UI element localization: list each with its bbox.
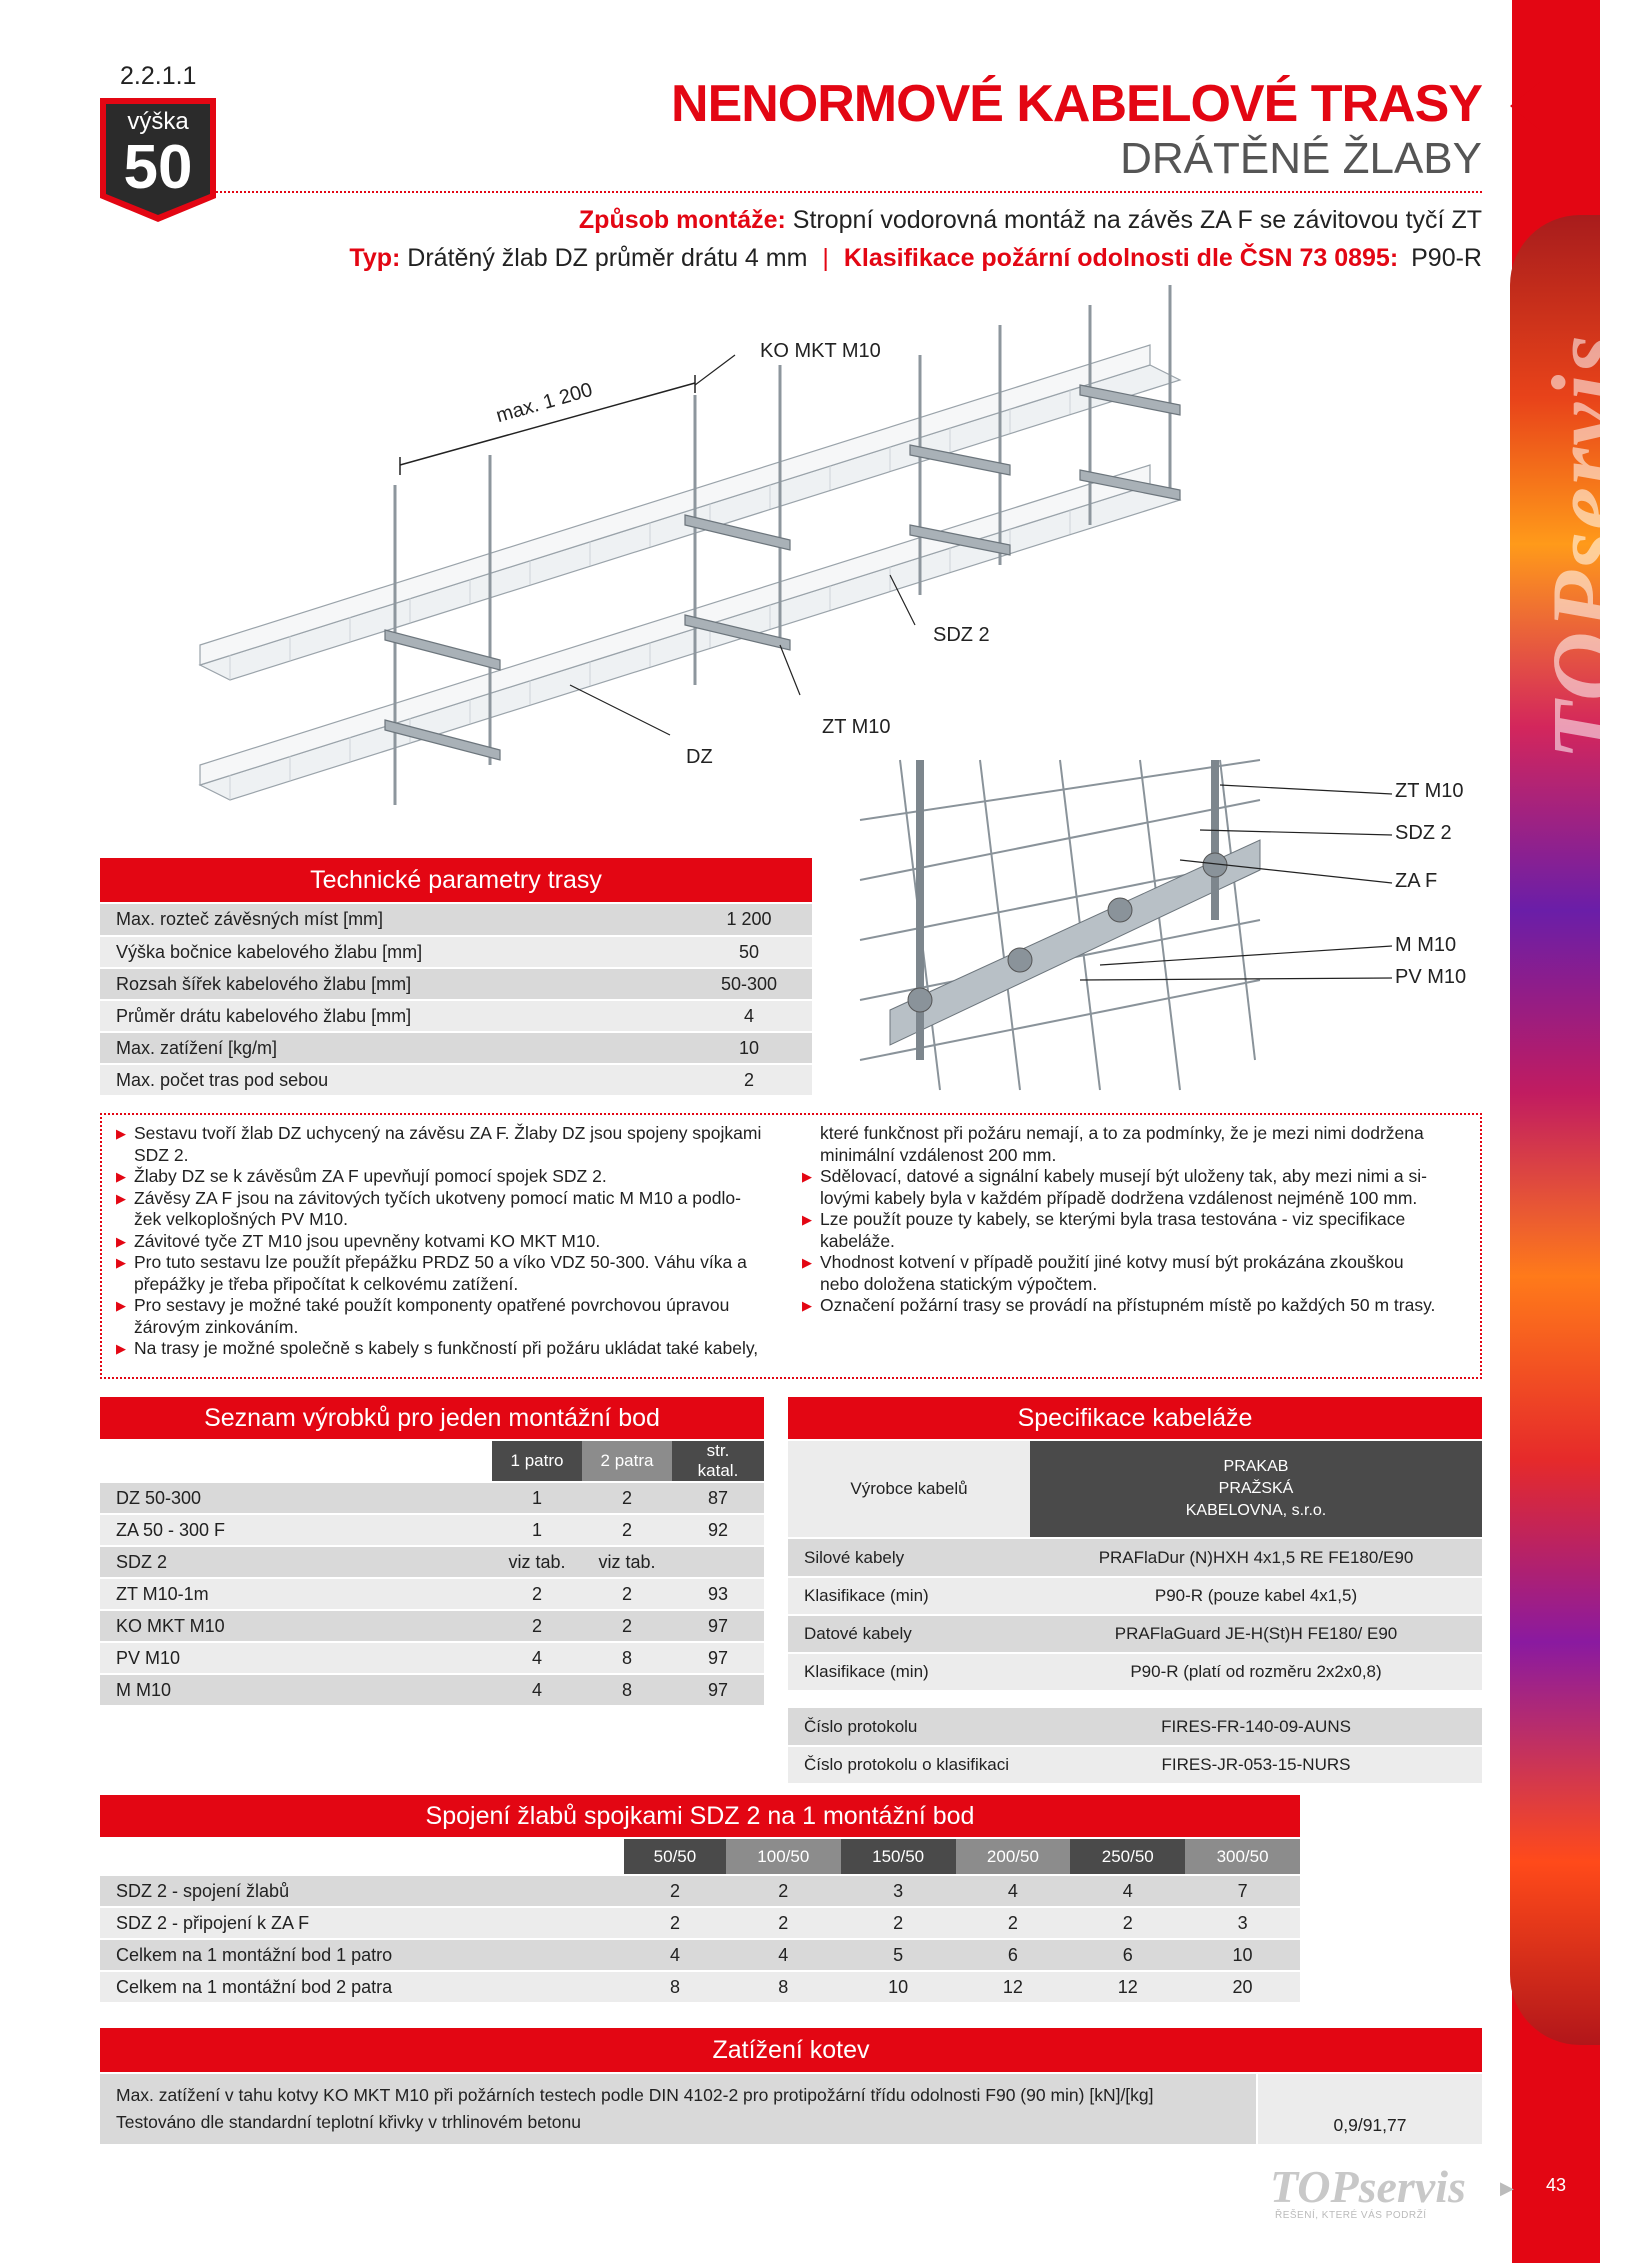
page-number: 43 [1545,2175,1567,2195]
joint-value: 4 [726,1939,841,1971]
type-label: Typ: [349,244,401,272]
watermark-logo: TOPservis [1532,333,1639,760]
classification-label: Klasifikace požární odolnosti dle ČSN 73 0895: [843,244,1399,272]
notes-box [100,1113,1482,1379]
spec-value: PRAFlaDur (N)HXH 4x1,5 RE FE180/E90 [1030,1539,1482,1577]
badge-value: 50 [123,133,193,202]
product-page: 93 [672,1578,764,1610]
spec-value: FIRES-FR-140-09-AUNS [1030,1708,1482,1746]
joint-value: 12 [1070,1971,1185,2003]
callout-ko-mkt: KO MKT M10 [760,340,881,362]
notes-left-column [116,1123,782,1360]
joint-value: 8 [624,1971,726,2003]
table-row [100,1642,764,1674]
note-line: ▶ Pro sestavy je možné také použít komponenty opatřené povrchovou úpravou [116,1295,782,1317]
param-value: 10 [686,1032,812,1064]
joint-value: 3 [1185,1907,1300,1939]
joint-column: 250/50 [1070,1839,1185,1875]
product-qty-2: 2 [582,1578,672,1610]
joint-column: 100/50 [726,1839,841,1875]
note-line: žárovým zinkováním. [134,1316,299,1337]
note-line: ▶ Závěsy ZA F jsou na závitových tyčích ukotveny pomocí matic M M10 a podlo- [116,1188,782,1210]
note-line: ▶ Na trasy je možné společně s kabely s funkčností při požáru ukládat také kabely, [116,1338,782,1360]
product-qty-1: 4 [492,1642,582,1674]
param-label: Max. počet tras pod sebou [100,1064,686,1096]
product-name: ZT M10-1m [100,1578,492,1610]
joint-value: 2 [726,1907,841,1939]
note-line: lovými kabely byla v každém případě dodržena vzdálenost nejméně 100 mm. [820,1187,1418,1208]
cabling-title: Specifikace kabeláže [788,1397,1482,1439]
spec-label: Datové kabely [788,1615,1030,1653]
anchors-description [100,2074,1256,2144]
product-qty-1: 4 [492,1674,582,1706]
callout-sdz2: SDZ 2 [933,624,990,646]
mounting-line [579,206,1482,235]
joints-table [100,1839,1300,2004]
product-qty-1: 1 [492,1514,582,1546]
table-row [788,1615,1482,1653]
section-number: 2.2.1.1 [120,62,197,90]
detail-callout-pv-m10: PV M10 [1395,966,1467,988]
table-row [788,1746,1482,1784]
product-name: PV M10 [100,1642,492,1674]
joint-value: 4 [956,1875,1071,1907]
joints-title: Spojení žlabů spojkami SDZ 2 na 1 montážní bod [100,1795,1300,1837]
cabling-table [788,1539,1482,1692]
product-page [672,1546,764,1578]
note-line: které funkčnost při požáru nemají, a to za podmínky, že je mezi nimi dodržena [820,1123,1424,1143]
anchors-title: Zatížení kotev [100,2028,1482,2072]
spec-value: P90-R (platí od rozměru 2x2x0,8) [1030,1653,1482,1691]
protocol-table [788,1708,1482,1785]
table-row [788,1708,1482,1746]
note-line: ▶ Vhodnost kotvení v případě použití jiné kotvy musí být prokázána zkouškou [802,1252,1472,1274]
joint-value: 7 [1185,1875,1300,1907]
product-page: 97 [672,1610,764,1642]
product-qty-2: viz tab. [582,1546,672,1578]
footer-logo: TOPservis [1270,2161,1466,2212]
product-qty-2: 2 [582,1610,672,1642]
note-line: ▶ Označení požární trasy se provádí na přístupném místě po každých 50 m trasy. [802,1295,1472,1317]
table-row [100,1000,812,1032]
param-label: Průměr drátu kabelového žlabu [mm] [100,1000,686,1032]
joint-row-label: SDZ 2 - připojení k ZA F [100,1907,624,1939]
footer-tagline: ŘEŠENÍ, KTERÉ VÁS PODRŽÍ [1275,2210,1427,2221]
joint-value: 12 [956,1971,1071,2003]
note-line: kabeláže. [820,1230,895,1251]
product-page: 87 [672,1482,764,1514]
note-line: ▶ Sdělovací, datové a signální kabely musejí být uloženy tak, aby mezi nimi a si- [802,1166,1472,1188]
table-row [100,1064,812,1096]
page-title: NENORMOVÉ KABELOVÉ TRASY [671,75,1482,133]
joint-row-label: Celkem na 1 montážní bod 1 patro [100,1939,624,1971]
manufacturer-line: PRAKAB [1223,1458,1289,1475]
joint-column: 150/50 [841,1839,956,1875]
product-name: M M10 [100,1674,492,1706]
callout-zt-m10: ZT M10 [822,716,891,738]
tech-params-title: Technické parametry trasy [100,858,812,902]
note-line: ▶ Lze použít pouze ty kabely, se kterými byla trasa testována - viz specifikace [802,1209,1472,1231]
product-name: KO MKT M10 [100,1610,492,1642]
manufacturer-label: Výrobce kabelů [788,1441,1030,1537]
tech-params-table [100,904,812,1097]
header-pointer-icon [1510,82,1540,130]
table-row [788,1653,1482,1691]
spec-value: PRAFlaGuard JE-H(St)H FE180/ E90 [1030,1615,1482,1653]
joint-value: 20 [1185,1971,1300,2003]
param-value: 50-300 [686,968,812,1000]
product-qty-1: viz tab. [492,1546,582,1578]
product-name: DZ 50-300 [100,1482,492,1514]
note-line: minimální vzdálenost 200 mm. [820,1144,1057,1165]
note-line: ▶ Závitové tyče ZT M10 jsou upevněny kotvami KO MKT M10. [116,1231,782,1253]
param-label: Výška bočnice kabelového žlabu [mm] [100,936,686,968]
product-page: 97 [672,1674,764,1706]
param-value: 1 200 [686,904,812,936]
anchors-value: 0,9/91,77 [1258,2074,1482,2144]
spec-label: Silové kabely [788,1539,1030,1577]
table-row [100,1907,1300,1939]
dimension-label: max. 1 200 [493,378,595,428]
product-qty-2: 2 [582,1482,672,1514]
product-qty-2: 8 [582,1674,672,1706]
table-row [100,936,812,968]
anchors-line-2: Testováno dle standardní teplotní křivky v trhlinovém betonu [116,2112,581,2132]
product-name: ZA 50 - 300 F [100,1514,492,1546]
manufacturer-name [1030,1441,1482,1537]
note-line: nebo doložena statickým výpočtem. [820,1273,1098,1294]
note-line: ▶ Žlaby DZ se k závěsům ZA F upevňují pomocí spojek SDZ 2. [116,1166,782,1188]
joint-value: 4 [1070,1875,1185,1907]
joint-column: 300/50 [1185,1839,1300,1875]
table-row [788,1577,1482,1615]
height-badge [100,98,216,222]
note-line: ▶ Sestavu tvoří žlab DZ uchycený na závěsu ZA F. Žlaby DZ jsou spojeny spojkami [116,1123,782,1145]
footer-arrow-icon: ▶ [1500,2178,1514,2198]
detail-callout-m-m10: M M10 [1395,934,1457,956]
product-qty-1: 1 [492,1482,582,1514]
table-row [100,1875,1300,1907]
product-name: SDZ 2 [100,1546,492,1578]
anchors-line-1: Max. zatížení v tahu kotvy KO MKT M10 při požárních testech podle DIN 4102-2 pro protipožární třídu odolnosti F90 (90 min) [kN]/[kg] [116,2085,1154,2105]
col-2-patra: 2 patra [582,1441,672,1482]
manufacturer-line: PRAŽSKÁ [1218,1480,1294,1497]
products-title: Seznam výrobků pro jeden montážní bod [100,1397,764,1439]
joint-value: 6 [1070,1939,1185,1971]
joint-value: 10 [1185,1939,1300,1971]
mounting-label: Způsob montáže: [578,206,786,234]
col-str-katal: str. katal. [672,1441,764,1482]
param-label: Rozsah šířek kabelového žlabu [mm] [100,968,686,1000]
joint-value: 2 [624,1907,726,1939]
table-row [100,1674,764,1706]
note-line: SDZ 2. [134,1144,189,1165]
spec-value: FIRES-JR-053-15-NURS [1030,1746,1482,1784]
detail-callout-zt-m10: ZT M10 [1395,780,1464,802]
table-row [100,1939,1300,1971]
joint-row-label: Celkem na 1 montážní bod 2 patra [100,1971,624,2003]
table-row [100,1032,812,1064]
table-row [100,1546,764,1578]
spec-label: Číslo protokolu [788,1708,1030,1746]
detail-leaders [1140,780,1400,990]
notes-right-column [802,1123,1472,1317]
detail-callout-sdz2: SDZ 2 [1395,822,1452,844]
joint-value: 2 [841,1907,956,1939]
table-row [100,968,812,1000]
param-label: Max. rozteč závěsných míst [mm] [100,904,686,936]
joint-value: 5 [841,1939,956,1971]
table-row [100,1482,764,1514]
product-qty-2: 2 [582,1514,672,1546]
table-row [100,1578,764,1610]
type-text: Drátěný žlab DZ průměr drátu 4 mm [407,244,808,272]
spec-label: Klasifikace (min) [788,1577,1030,1615]
table-row [100,1514,764,1546]
type-line [349,244,1482,273]
param-value: 4 [686,1000,812,1032]
joint-value: 2 [956,1907,1071,1939]
param-value: 50 [686,936,812,968]
note-line: ▶ Pro tuto sestavu lze použít přepážku PRDZ 50 a víko VDZ 50-300. Váhu víka a [116,1252,782,1274]
badge-label: výška [127,108,189,135]
mounting-text: Stropní vodorovná montáž na závěs ZA F se závitovou tyčí ZT [792,206,1482,234]
spec-label: Klasifikace (min) [788,1653,1030,1691]
joint-column: 50/50 [624,1839,726,1875]
joint-value: 3 [841,1875,956,1907]
joint-value: 2 [624,1875,726,1907]
table-row [788,1539,1482,1577]
table-row [100,1971,1300,2003]
joint-row-label: SDZ 2 - spojení žlabů [100,1875,624,1907]
joint-value: 10 [841,1971,956,2003]
title-divider [212,191,1482,193]
product-qty-2: 8 [582,1642,672,1674]
classification-value: P90-R [1411,244,1482,272]
joint-value: 4 [624,1939,726,1971]
joint-value: 2 [726,1875,841,1907]
spec-label: Číslo protokolu o klasifikaci [788,1746,1030,1784]
manufacturer-line: KABELOVNA, s.r.o. [1185,1502,1327,1519]
param-value: 2 [686,1064,812,1096]
page-subtitle: DRÁTĚNÉ ŽLABY [1120,134,1482,183]
joint-value: 8 [726,1971,841,2003]
table-row [100,904,812,936]
col-1-patro: 1 patro [492,1441,582,1482]
product-qty-1: 2 [492,1578,582,1610]
table-row [100,1610,764,1642]
joint-value: 2 [1070,1907,1185,1939]
note-line: přepážky je třeba připočítat k celkovému zatížení. [134,1273,519,1294]
note-line: žek velkoplošných PV M10. [134,1209,348,1229]
type-separator: | [822,244,829,272]
product-page: 92 [672,1514,764,1546]
joint-value: 6 [956,1939,1071,1971]
products-table [100,1441,764,1707]
callout-dz: DZ [686,746,713,768]
param-label: Max. zatížení [kg/m] [100,1032,686,1064]
detail-callout-za-f: ZA F [1395,870,1438,892]
product-page: 97 [672,1642,764,1674]
joint-column: 200/50 [956,1839,1071,1875]
spec-value: P90-R (pouze kabel 4x1,5) [1030,1577,1482,1615]
product-qty-1: 2 [492,1610,582,1642]
